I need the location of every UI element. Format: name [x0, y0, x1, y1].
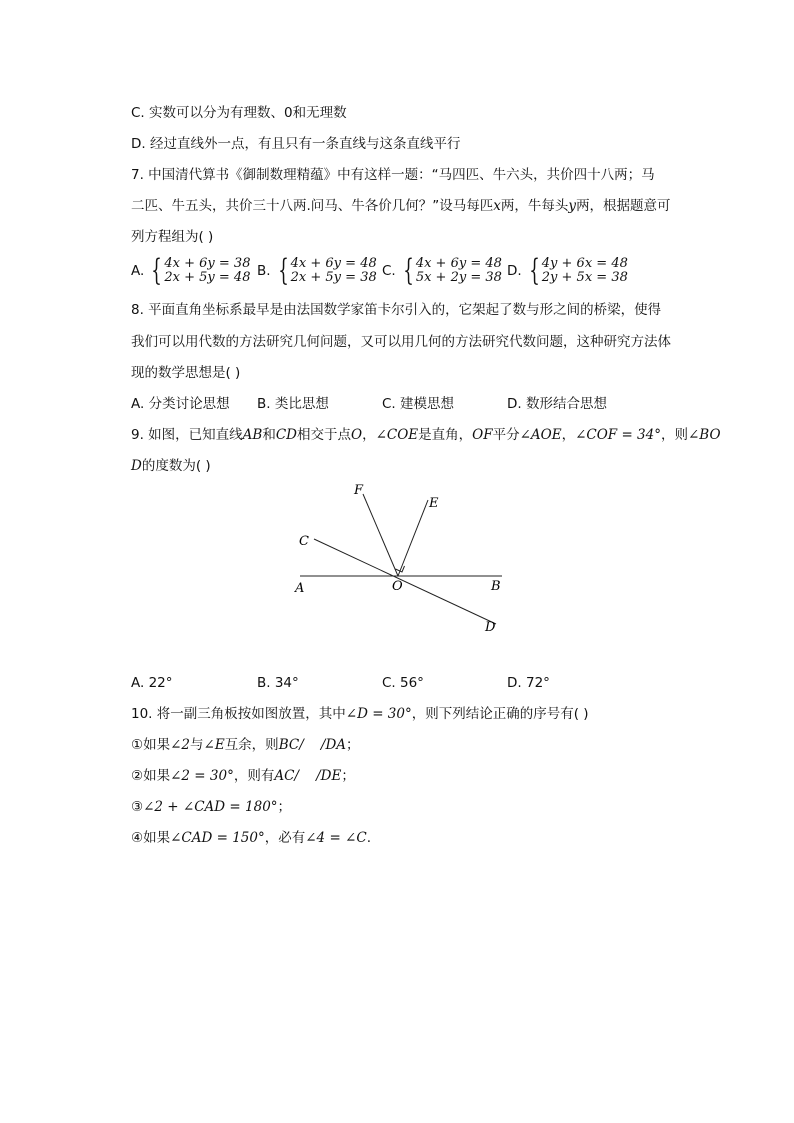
q9-math: ∠COE — [375, 427, 419, 443]
q9-text: 的度数为( ) — [141, 458, 211, 474]
q10-text: ②如果 — [131, 768, 171, 784]
q10-math: ∠D = 30° — [345, 706, 412, 722]
q10-text: 10. 将一副三角板按如图放置，其中 — [131, 706, 346, 722]
q9-option-b: B. 34° — [257, 675, 299, 691]
q9-text: 9. 如图，已知直线 — [131, 427, 243, 443]
q10-statement-4 — [131, 829, 371, 847]
brace-icon: { — [403, 253, 414, 288]
q9-option-c: C. 56° — [382, 675, 424, 691]
q9-math: AB — [242, 427, 263, 443]
equation-2: 5x + 2y = 38 — [415, 270, 502, 285]
equation-2: 2x + 5y = 48 — [164, 270, 251, 285]
q8-stem-line2: 我们可以用代数的方法研究几何问题，又可以用几何的方法研究代数问题，这种研究方法体 — [131, 334, 671, 350]
equation-1: 4x + 6y = 38 — [164, 256, 251, 271]
q7-text: 二匹、牛五头，共价三十八两.问马、牛各价几何？”设马每匹 — [131, 198, 494, 214]
q7-option-d — [507, 253, 628, 288]
q10-text: 与 — [190, 737, 204, 753]
q9-text: 相交于点 — [297, 427, 351, 443]
q9-math: O — [351, 427, 363, 443]
q10-text: ； — [346, 737, 360, 753]
q9-math: ∠BO — [687, 427, 721, 443]
q7-stem-line1: 7. 中国清代算书《御制数理精蕴》中有这样一题：“马四匹、牛六头，共价四十八两；马 — [131, 167, 655, 183]
q10-math: AC/ /DE — [274, 768, 342, 784]
q10-text: 互余，则 — [224, 737, 279, 753]
q10-text: ③ — [131, 799, 144, 815]
label-a: A — [295, 581, 305, 596]
q9-text: 平分 — [492, 427, 520, 443]
brace-icon: { — [151, 253, 163, 288]
q9-math: ∠AOE — [519, 427, 562, 443]
q6-option-d: D. 经过直线外一点，有且只有一条直线与这条直线平行 — [131, 136, 461, 152]
label-e: E — [429, 496, 439, 511]
equation-2: 2y + 5x = 38 — [541, 270, 628, 285]
option-label: B. — [257, 263, 271, 279]
q7-text: 两，根据题意可 — [576, 198, 671, 214]
ray-oe — [398, 500, 428, 576]
q10-math: ∠E — [203, 737, 225, 753]
q9-stem-line2 — [131, 457, 211, 475]
q9-math: CD — [275, 427, 297, 443]
q9-math: ∠COF = 34° — [575, 427, 661, 443]
q10-math: ∠2 + ∠CAD = 180° — [143, 799, 278, 815]
q7-option-a — [131, 253, 251, 288]
label-c: C — [299, 534, 309, 549]
line-cd — [314, 539, 496, 624]
q9-stem-line1 — [131, 426, 721, 444]
option-label: A. — [131, 263, 145, 279]
q10-statement-1 — [131, 736, 360, 754]
q8-option-c: C. 建模思想 — [382, 396, 455, 412]
q7-option-c — [382, 253, 502, 288]
q10-text: ，则下列结论正确的序号有( ) — [411, 706, 589, 722]
q9-option-a: A. 22° — [131, 675, 173, 691]
q7-var-y: y — [568, 198, 577, 214]
q7-stem-line3: 列方程组为( ) — [131, 229, 214, 245]
brace-icon: { — [277, 253, 289, 288]
q10-math: ∠2 = 30° — [170, 768, 234, 784]
q10-text: ，必有 — [264, 830, 306, 846]
option-label: C. — [382, 263, 396, 279]
q10-text: ，则有 — [233, 768, 275, 784]
q9-text: ， — [362, 427, 376, 443]
q8-stem-line3: 现的数学思想是( ) — [131, 365, 241, 381]
label-b: B — [491, 579, 501, 594]
option-label: D. — [507, 263, 522, 279]
q10-statement-2 — [131, 767, 355, 785]
q8-option-b: B. 类比思想 — [257, 396, 329, 412]
q9-option-d: D. 72° — [507, 675, 550, 691]
equation-2: 2x + 5y = 38 — [290, 270, 377, 285]
q8-option-d: D. 数形结合思想 — [507, 396, 607, 412]
equation-1: 4x + 6y = 48 — [415, 256, 502, 271]
q10-stem — [131, 705, 589, 723]
q10-text: . — [366, 830, 371, 846]
q10-statement-3 — [131, 798, 291, 816]
q9-text: 是直角， — [418, 427, 473, 443]
q10-text: ； — [341, 768, 355, 784]
q7-text: 两，牛每头 — [500, 198, 569, 214]
q10-math: ∠4 = ∠C — [305, 830, 367, 846]
q10-text: ①如果 — [131, 737, 171, 753]
q8-stem-line1: 8. 平面直角坐标系最早是由法国数学家笛卡尔引入的，它架起了数与形之间的桥梁，使得 — [131, 302, 662, 318]
brace-icon: { — [528, 253, 540, 288]
q9-text: 和 — [262, 427, 276, 443]
q9-text: ， — [561, 427, 576, 443]
q10-math: ∠2 — [170, 737, 191, 753]
q7-stem-line2 — [131, 197, 671, 215]
equation-1: 4y + 6x = 48 — [541, 256, 628, 271]
q10-text: ； — [277, 799, 292, 815]
q10-math: BC/ /DA — [278, 737, 347, 753]
q9-figure — [280, 478, 520, 638]
equation-1: 4x + 6y = 48 — [290, 256, 377, 271]
q8-option-a: A. 分类讨论思想 — [131, 396, 230, 412]
label-d: D — [485, 620, 496, 635]
q9-text: ，则 — [660, 427, 688, 443]
q7-var-x: x — [493, 198, 501, 214]
q10-math: ∠CAD = 150° — [170, 830, 265, 846]
q7-option-b — [257, 253, 377, 288]
right-angle-mark — [396, 566, 405, 572]
q10-text: ④如果 — [131, 830, 171, 846]
label-f: F — [354, 483, 364, 498]
q9-math: OF — [472, 427, 493, 443]
label-o: O — [392, 579, 403, 594]
q9-math: D — [131, 458, 142, 474]
q6-option-c: C. 实数可以分为有理数、0和无理数 — [131, 105, 347, 121]
ray-of — [363, 494, 398, 576]
